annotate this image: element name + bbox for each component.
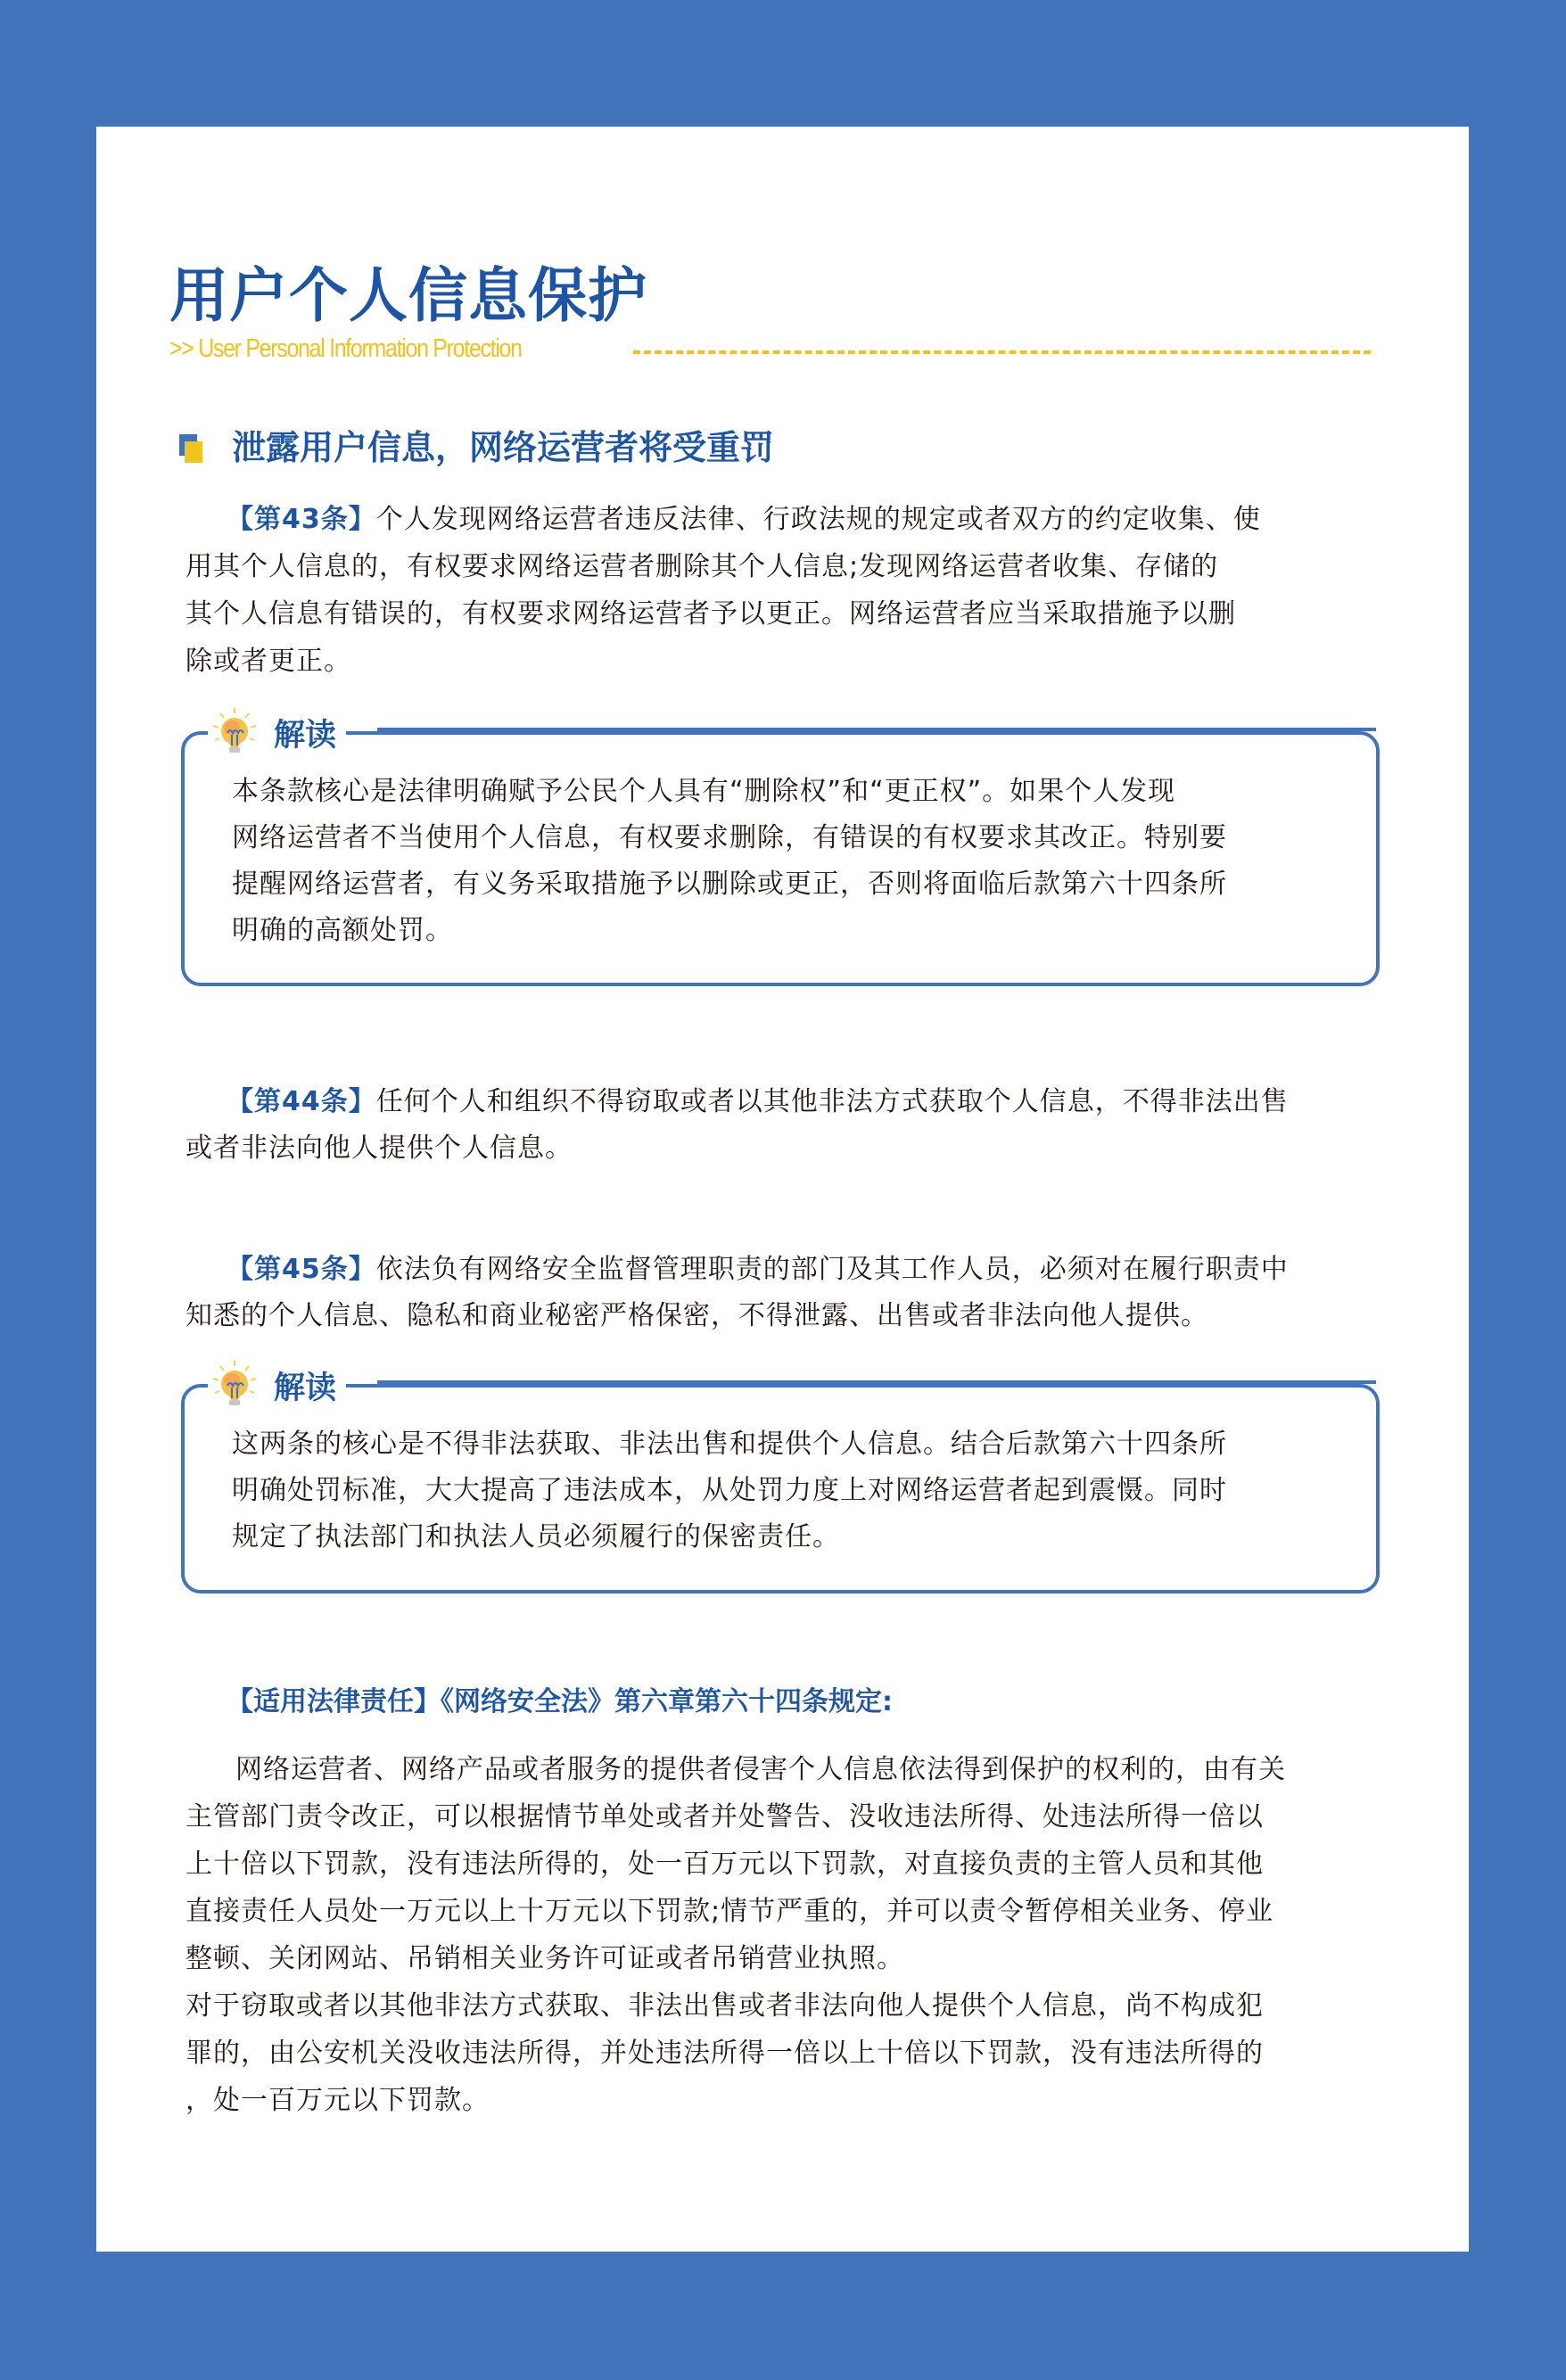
interpretation-2-header-rule	[377, 1380, 1376, 1384]
article-44-tag: 【第44条】	[227, 1086, 376, 1117]
lightbulb-icon	[208, 1359, 261, 1412]
liability-line-8: ，处一百万元以下罚款。	[185, 2085, 490, 2116]
interpretation-2-line-1: 这两条的核心是不得非法获取、非法出售和提供个人信息。结合后款第六十四条所	[232, 1429, 1227, 1460]
article-43-tag: 【第43条】	[227, 504, 376, 535]
article-43-line-2: 用其个人信息的，有权要求网络运营者删除其个人信息;发现网络运营者收集、存储的	[185, 551, 1219, 582]
liability-line-5: 整顿、关闭网站、吊销相关业务许可证或者吊销营业执照。	[185, 1943, 904, 1974]
square-bullet-icon	[179, 434, 204, 463]
interpretation-1-line-3: 提醒网络运营者，有义务采取措施予以删除或更正，否则将面临后款第六十四条所	[232, 869, 1227, 900]
liability-line-6: 对于窃取或者以其他非法方式获取、非法出售或者非法向他人提供个人信息，尚不构成犯	[185, 1990, 1264, 2022]
interpretation-1-line-2: 网络运营者不当使用个人信息，有权要求删除，有错误的有权要求其改正。特别要	[232, 822, 1227, 853]
interpretation-2-line-2: 明确处罚标准，大大提高了违法成本，从处罚力度上对网络运营者起到震慑。同时	[232, 1475, 1227, 1506]
liability-line-3: 上十倍以下罚款，没有违法所得的，处一百万元以下罚款，对直接负责的主管人员和其他	[185, 1849, 1264, 1880]
article-43-line-3: 其个人信息有错误的，有权要求网络运营者予以更正。网络运营者应当采取措施予以删	[185, 598, 1236, 630]
section-title: 泄露用户信息，网络运营者将受重罚	[232, 428, 775, 467]
interpretation-2-label: 解读	[274, 1371, 337, 1406]
article-43-line-4: 除或者更正。	[185, 646, 351, 677]
interpretation-1-line-1: 本条款核心是法律明确赋予公民个人具有“删除权”和“更正权”。如果个人发现	[232, 776, 1176, 807]
page-title: 用户个人信息保护	[169, 261, 647, 330]
liability-line-7: 罪的，由公安机关没收违法所得，并处违法所得一倍以上十倍以下罚款，没有违法所得的	[185, 2038, 1264, 2069]
interpretation-2-header	[208, 1359, 346, 1412]
liability-heading: 【适用法律责任】《网络安全法》第六章第六十四条规定:	[227, 1686, 893, 1717]
article-44-line-1: 【第44条】任何个人和组织不得窃取或者以其他非法方式获取个人信息，不得非法出售	[227, 1086, 1289, 1117]
article-45-line-2: 知悉的个人信息、隐私和商业秘密严格保密，不得泄露、出售或者非法向他人提供。	[185, 1300, 1208, 1331]
liability-line-2: 主管部门责令改正，可以根据情节单处或者并处警告、没收违法所得、处违法所得一倍以	[185, 1801, 1264, 1832]
lightbulb-icon	[208, 706, 261, 760]
document-page	[96, 127, 1469, 2252]
interpretation-1-header	[208, 706, 346, 760]
article-45-tag: 【第45条】	[227, 1254, 376, 1285]
article-45-line-1: 【第45条】依法负有网络安全监督管理职责的部门及其工作人员，必须对在履行职责中	[227, 1254, 1289, 1285]
interpretation-2-line-3: 规定了执法部门和执法人员必须履行的保密责任。	[232, 1521, 840, 1552]
interpretation-1-header-rule	[377, 728, 1376, 731]
interpretation-1-label: 解读	[274, 718, 337, 754]
dashed-divider	[633, 350, 1371, 354]
page-subtitle: >> User Personal Information Protection	[169, 334, 522, 363]
article-44-line-2: 或者非法向他人提供个人信息。	[185, 1132, 573, 1164]
liability-line-1: 网络运营者、网络产品或者服务的提供者侵害个人信息依法得到保护的权利的，由有关	[235, 1754, 1286, 1785]
liability-line-4: 直接责任人员处一万元以上十万元以下罚款;情节严重的，并可以责令暂停相关业务、停业	[185, 1896, 1274, 1927]
article-43-line-1: 【第43条】个人发现网络运营者违反法律、行政法规的规定或者双方的约定收集、使	[227, 504, 1261, 535]
interpretation-1-line-4: 明确的高额处罚。	[232, 915, 453, 946]
